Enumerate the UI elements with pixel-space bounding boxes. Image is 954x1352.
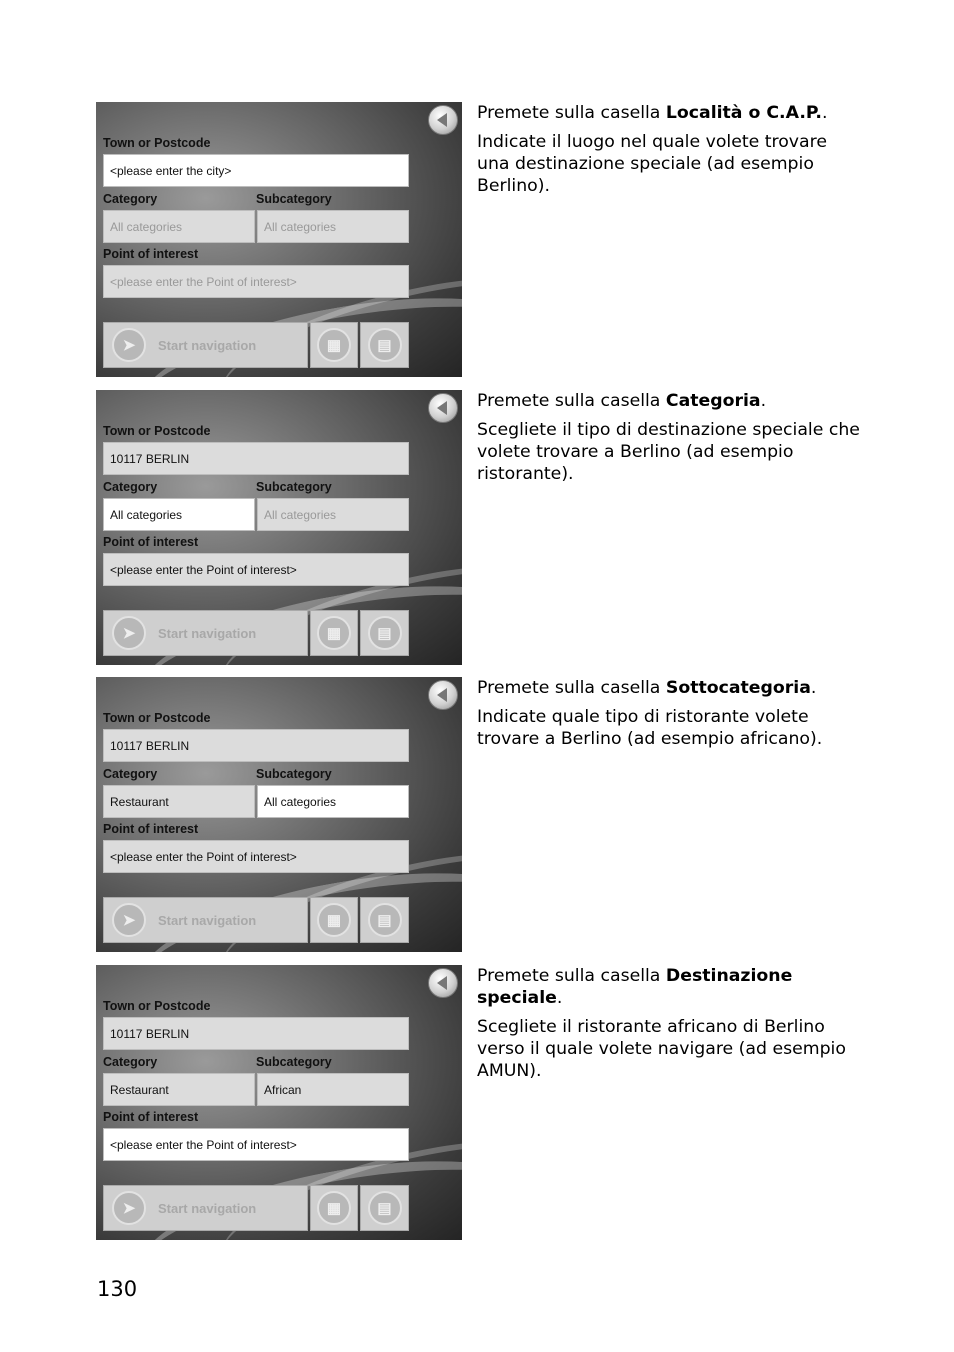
map-icon: ▦ [317, 1191, 351, 1225]
poi-label: Point of interest [103, 822, 199, 836]
town-label: Town or Postcode [103, 424, 211, 438]
category-field[interactable]: Restaurant [103, 1073, 255, 1106]
subcategory-field[interactable]: All categories [257, 498, 409, 531]
start-navigation-button[interactable] [103, 897, 308, 943]
category-label: Category [103, 192, 158, 206]
instruction-suffix: . [556, 988, 563, 1008]
navigation-screen [96, 677, 462, 952]
instruction-suffix: . [760, 391, 767, 411]
poi-label: Point of interest [103, 1110, 199, 1124]
poi-label: Point of interest [103, 535, 199, 549]
start-navigation-label: Start navigation [158, 337, 257, 353]
instruction-body: Indicate quale tipo di ristorante volete trovare a Berlino (ad esempio africano). [477, 707, 823, 749]
save-icon: ▤ [368, 1191, 402, 1225]
back-arrow-icon[interactable] [428, 680, 458, 710]
subcategory-field[interactable]: All categories [257, 210, 409, 243]
subcategory-label: Subcategory [256, 480, 332, 494]
start-navigation-label: Start navigation [158, 1200, 257, 1216]
instruction-suffix: . [810, 678, 817, 698]
town-field[interactable]: 10117 BERLIN [103, 1017, 409, 1050]
instruction-body: Scegliete il tipo di destinazione speciale che volete trovare a Berlino (ad esempio ristorante). [477, 420, 860, 484]
map-button[interactable] [310, 897, 358, 943]
step-3 [96, 677, 856, 953]
instruction-field-name: Sottocategoria [665, 678, 811, 698]
start-navigation-button[interactable] [103, 1185, 308, 1231]
subcategory-field[interactable]: African [257, 1073, 409, 1106]
instruction-prefix: Premete sulla casella [477, 678, 666, 698]
map-icon: ▦ [317, 328, 351, 362]
step-description [477, 390, 862, 492]
instruction-field-name: Categoria [665, 391, 761, 411]
step-2 [96, 390, 860, 666]
instruction-prefix: Premete sulla casella [477, 966, 666, 986]
category-field[interactable]: Restaurant [103, 785, 255, 818]
town-label: Town or Postcode [103, 136, 211, 150]
save-icon: ▤ [368, 328, 402, 362]
map-button[interactable] [310, 610, 358, 656]
step-description [477, 677, 862, 757]
start-navigation-button[interactable] [103, 322, 308, 368]
save-button[interactable] [360, 322, 409, 368]
start-navigation-label: Start navigation [158, 912, 257, 928]
subcategory-label: Subcategory [256, 767, 332, 781]
navigation-arrow-icon: ➤ [112, 903, 146, 937]
town-field[interactable]: 10117 BERLIN [103, 442, 409, 475]
town-field[interactable]: 10117 BERLIN [103, 729, 409, 762]
navigation-screen [96, 390, 462, 665]
save-button[interactable] [360, 897, 409, 943]
page-number: 130 [97, 1277, 138, 1301]
poi-field[interactable]: <please enter the Point of interest> [103, 1128, 409, 1161]
subcategory-label: Subcategory [256, 1055, 332, 1069]
poi-field[interactable]: <please enter the Point of interest> [103, 553, 409, 586]
start-navigation-button[interactable] [103, 610, 308, 656]
subcategory-label: Subcategory [256, 192, 332, 206]
map-icon: ▦ [317, 903, 351, 937]
map-icon: ▦ [317, 616, 351, 650]
step-description [477, 965, 862, 1089]
navigation-screen [96, 965, 462, 1240]
category-label: Category [103, 767, 158, 781]
save-button[interactable] [360, 1185, 409, 1231]
category-label: Category [103, 1055, 158, 1069]
map-button[interactable] [310, 322, 358, 368]
navigation-screen [96, 102, 462, 377]
instruction-body: Scegliete il ristorante africano di Berlino verso il quale volete navigare (ad esempio AMUN). [477, 1017, 846, 1081]
poi-field[interactable]: <please enter the Point of interest> [103, 265, 409, 298]
poi-label: Point of interest [103, 247, 199, 261]
poi-field[interactable]: <please enter the Point of interest> [103, 840, 409, 873]
navigation-arrow-icon: ➤ [112, 1191, 146, 1225]
navigation-arrow-icon: ➤ [112, 616, 146, 650]
instruction-body: Indicate il luogo nel quale volete trovare una destinazione speciale (ad esempio Berlino). [477, 132, 827, 196]
save-icon: ▤ [368, 616, 402, 650]
instruction-prefix: Premete sulla casella [477, 391, 666, 411]
save-button[interactable] [360, 610, 409, 656]
navigation-arrow-icon: ➤ [112, 328, 146, 362]
step-description [477, 102, 862, 204]
map-button[interactable] [310, 1185, 358, 1231]
instruction-field-name: Destinazione speciale [477, 966, 793, 1008]
instruction-field-name: Località o C.A.P. [665, 103, 822, 123]
back-arrow-icon[interactable] [428, 968, 458, 998]
step-1 [96, 102, 856, 378]
category-label: Category [103, 480, 158, 494]
back-arrow-icon[interactable] [428, 105, 458, 135]
start-navigation-label: Start navigation [158, 625, 257, 641]
town-field[interactable]: <please enter the city> [103, 154, 409, 187]
back-arrow-icon[interactable] [428, 393, 458, 423]
town-label: Town or Postcode [103, 711, 211, 725]
instruction-prefix: Premete sulla casella [477, 103, 666, 123]
save-icon: ▤ [368, 903, 402, 937]
instruction-suffix: . [821, 103, 828, 123]
category-field[interactable]: All categories [103, 210, 255, 243]
town-label: Town or Postcode [103, 999, 211, 1013]
category-field[interactable]: All categories [103, 498, 255, 531]
subcategory-field[interactable]: All categories [257, 785, 409, 818]
step-4 [96, 965, 856, 1241]
